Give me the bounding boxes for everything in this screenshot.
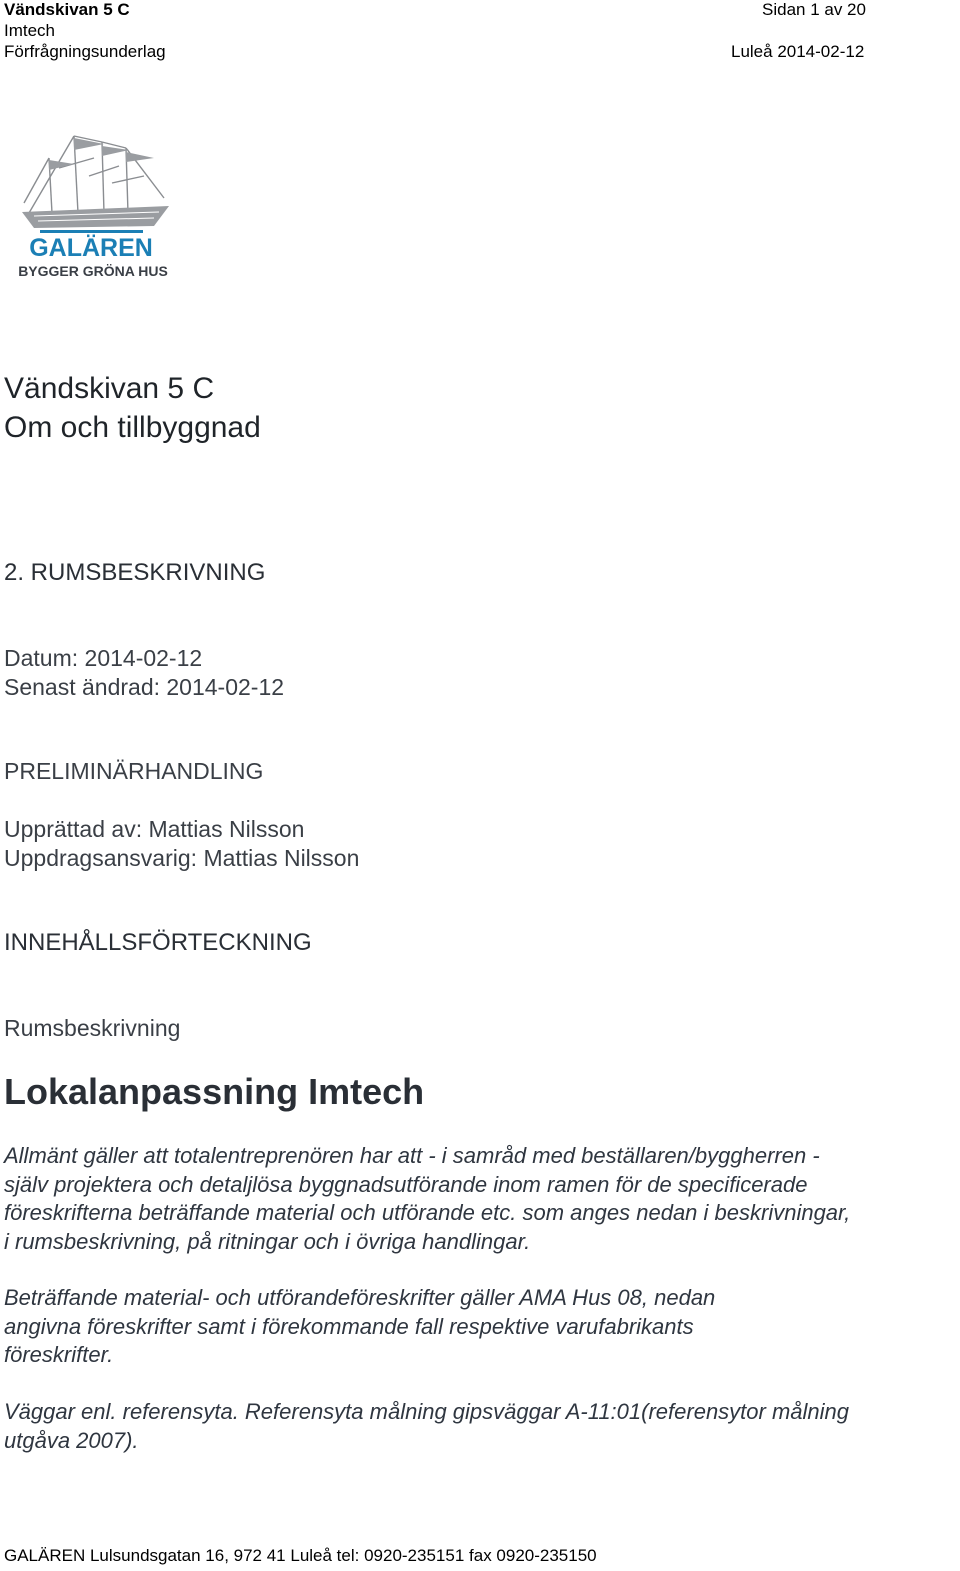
title-line-2: Om och tillbyggnad bbox=[4, 411, 261, 444]
paragraph-line: Beträffande material- och utförandeföreskrifter gäller AMA Hus 08, nedan bbox=[4, 1285, 716, 1310]
paragraph-line: själv projektera och detaljlösa byggnadsutförande inom ramen för de specificerade bbox=[4, 1171, 808, 1197]
paragraph-line: Allmänt gäller att totalentreprenören har att - i samråd med beställaren/byggherren - bbox=[4, 1143, 820, 1168]
header-place-date: Luleå 2014-02-12 bbox=[731, 42, 865, 61]
paragraph-line: Väggar enl. referensyta. Referensyta målning gipsväggar A-11:01(referensytor målning bbox=[4, 1399, 850, 1424]
document-status: PRELIMINÄRHANDLING bbox=[4, 758, 264, 784]
title-line-1: Vändskivan 5 C bbox=[4, 372, 215, 405]
header-doc-type: Förfrågningsunderlag bbox=[4, 42, 166, 61]
prepared-by: Upprättad av: Mattias Nilsson bbox=[4, 816, 305, 842]
logo-name: GALÄREN bbox=[29, 234, 153, 262]
date-senast-andrad: Senast ändrad: 2014-02-12 bbox=[4, 674, 285, 700]
toc-heading: INNEHÅLLSFÖRTECKNING bbox=[4, 929, 312, 956]
header-project: Vändskivan 5 C bbox=[4, 0, 130, 19]
ship-icon bbox=[24, 136, 164, 213]
logo-tagline: BYGGER GRÖNA HUS bbox=[18, 263, 168, 279]
main-heading: Lokalanpassning Imtech bbox=[4, 1071, 425, 1112]
paragraph-1 bbox=[4, 1142, 850, 1256]
galaren-logo bbox=[4, 128, 184, 283]
section-heading: 2. RUMSBESKRIVNING bbox=[4, 559, 266, 586]
paragraph-2 bbox=[4, 1284, 715, 1370]
paragraph-line: föreskrifter. bbox=[4, 1342, 114, 1367]
footer: GALÄREN Lulsundsgatan 16, 972 41 Luleå tel: 0920-235151 fax 0920-235150 bbox=[4, 1546, 597, 1565]
date-datum: Datum: 2014-02-12 bbox=[4, 645, 203, 671]
header-page-number: Sidan 1 av 20 bbox=[762, 0, 866, 19]
paragraph-line: föreskrifterna beträffande material och utförande etc. som anges nedan i beskrivningar, bbox=[4, 1200, 851, 1225]
toc-item: Rumsbeskrivning bbox=[4, 1015, 181, 1041]
paragraph-line: i rumsbeskrivning, på ritningar och i övriga handlingar. bbox=[4, 1228, 531, 1254]
paragraph-line: angivna föreskrifter samt i förekommande fall respektive varufabrikants bbox=[4, 1313, 694, 1339]
paragraph-3 bbox=[4, 1398, 849, 1455]
paragraph-line: utgåva 2007). bbox=[4, 1427, 139, 1453]
responsible: Uppdragsansvarig: Mattias Nilsson bbox=[4, 845, 360, 871]
header-company: Imtech bbox=[4, 21, 56, 40]
